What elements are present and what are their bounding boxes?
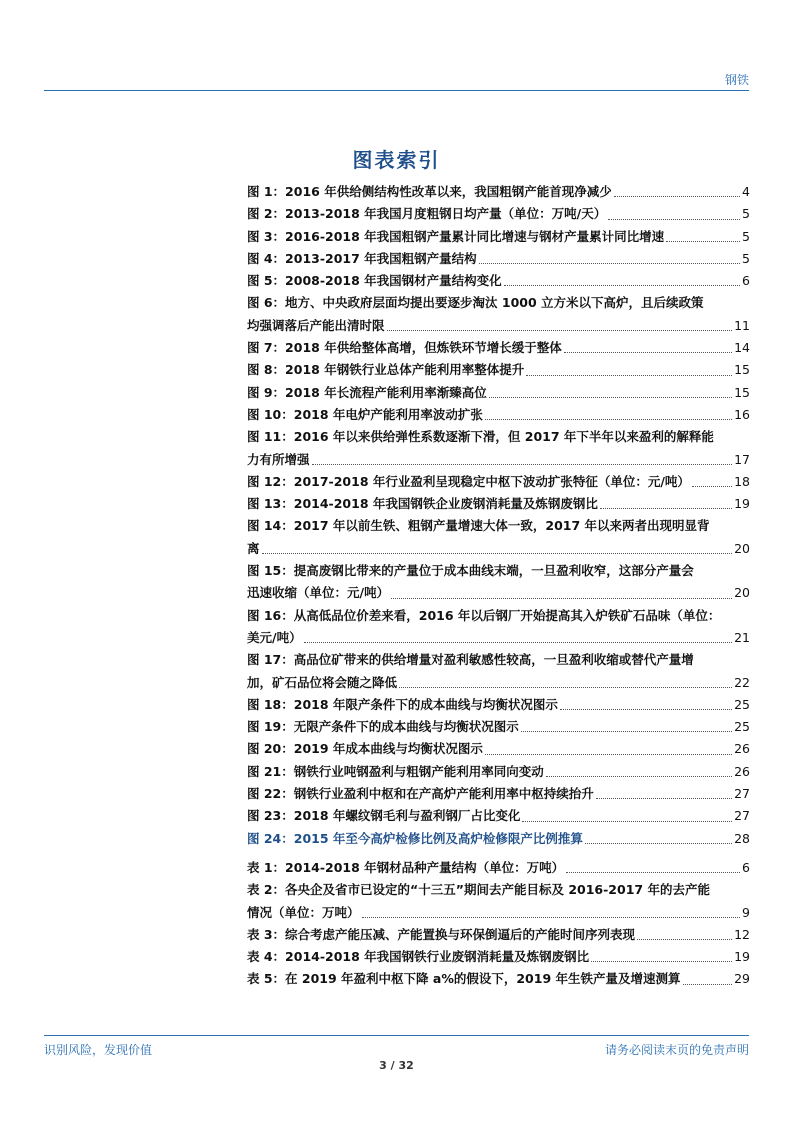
table-index-list (247, 857, 750, 991)
dot-leader (262, 553, 733, 554)
dot-leader (596, 798, 732, 799)
entry-page-number: 19 (734, 496, 750, 512)
entry-page-number: 26 (734, 763, 750, 779)
dot-leader (362, 917, 741, 918)
entry-page-number: 29 (734, 971, 750, 987)
entry-label: 图 20：2019 年成本曲线与均衡状况图示 (247, 741, 483, 757)
entry-page-number: 27 (734, 808, 750, 824)
page-number: 3 / 32 (379, 1059, 414, 1072)
dot-leader (637, 939, 732, 940)
entry-page-number: 5 (742, 206, 750, 222)
index-entry[interactable] (247, 493, 750, 515)
dot-leader (521, 731, 732, 732)
entry-label-line2: 离 (247, 540, 260, 556)
entry-label: 图 13：2014-2018 年我国钢铁企业废钢消耗量及炼钢废钢比 (247, 496, 598, 512)
figure-index-list (247, 181, 750, 850)
footer-disclaimer: 请务必阅读末页的免责声明 (604, 1043, 749, 1057)
entry-label: 图 19：无限产条件下的成本曲线与均衡状况图示 (247, 719, 519, 735)
entry-label: 表 5：在 2019 年盈利中枢下降 a%的假设下，2019 年生铁产量及增速测算 (247, 971, 681, 987)
index-entry[interactable] (247, 805, 750, 827)
dot-leader (546, 776, 732, 777)
entry-page-number: 17 (734, 451, 750, 467)
index-entry[interactable] (247, 382, 750, 404)
dot-leader (692, 486, 732, 487)
entry-label-line1: 图 17：高品位矿带来的供给增量对盈利敏感性较高，一旦盈利收缩或替代产量增 (247, 652, 694, 668)
index-entry[interactable] (247, 226, 750, 248)
entry-label-line2: 加，矿石品位将会随之降低 (247, 674, 398, 690)
entry-page-number: 16 (734, 406, 750, 422)
footer-slogan: 识别风险，发现价值 (44, 1043, 153, 1057)
entry-label: 图 7：2018 年供给整体高增，但炼铁环节增长缓于整体 (247, 340, 562, 356)
index-entry[interactable] (247, 783, 750, 805)
entry-label-line1: 图 6：地方、中央政府层面均提出要逐步淘汰 1000 立方米以下高炉，且后续政策 (247, 295, 704, 311)
index-entry[interactable] (247, 292, 750, 337)
sector-label: 钢铁 (724, 73, 749, 87)
index-entry[interactable] (247, 716, 750, 738)
entry-page-number: 15 (734, 384, 750, 400)
entry-page-number: 5 (742, 228, 750, 244)
entry-page-number: 25 (734, 696, 750, 712)
entry-page-number: 11 (734, 317, 750, 333)
entry-page-number: 6 (742, 860, 750, 875)
entry-label-line2: 均强调落后产能出清时限 (247, 317, 385, 333)
dot-leader (608, 219, 740, 220)
entry-label: 图 18：2018 年限产条件下的成本曲线与均衡状况图示 (247, 696, 558, 712)
entry-label-line2: 情况（单位：万吨） (247, 904, 360, 920)
dot-leader (585, 843, 732, 844)
index-entry[interactable] (247, 404, 750, 426)
index-entry[interactable] (247, 471, 750, 493)
dot-leader (312, 464, 733, 465)
entry-label-line1: 表 2：各央企及省市已设定的“十三五”期间去产能目标及 2016-2017 年的去产能 (247, 882, 710, 898)
dot-leader (600, 508, 732, 509)
index-entry[interactable] (247, 738, 750, 760)
index-entry[interactable] (247, 761, 750, 783)
index-entry[interactable] (247, 946, 750, 968)
index-entry[interactable] (247, 181, 750, 203)
entry-page-number: 9 (742, 904, 750, 920)
entry-label: 表 4：2014-2018 年我国钢铁行业废钢消耗量及炼钢废钢比 (247, 949, 590, 965)
dot-leader (399, 687, 732, 688)
footer-divider (44, 1035, 749, 1036)
dot-leader (614, 196, 740, 197)
entry-page-number: 27 (734, 786, 750, 802)
entry-label: 图 2：2013-2018 年我国月度粗钢日均产量（单位：万吨/天） (247, 206, 607, 222)
dot-leader (526, 375, 732, 376)
dot-leader (391, 598, 732, 599)
dot-leader (479, 263, 740, 264)
dot-leader (666, 241, 740, 242)
entry-page-number: 20 (734, 585, 750, 601)
dot-leader (522, 821, 732, 822)
entry-page-number: 26 (734, 741, 750, 757)
entry-page-number: 5 (742, 250, 750, 266)
index-entry[interactable] (247, 515, 750, 560)
dot-leader (485, 754, 732, 755)
entry-label: 图 5：2008-2018 年我国钢材产量结构变化 (247, 273, 502, 289)
index-entry[interactable] (247, 649, 750, 694)
page-title: 图表索引 (352, 148, 441, 172)
dot-leader (564, 352, 732, 353)
index-entry[interactable] (247, 857, 750, 879)
entry-page-number: 25 (734, 719, 750, 735)
entry-label: 图 24：2015 年至今高炉检修比例及高炉检修限产比例推算 (247, 830, 583, 846)
entry-page-number: 15 (734, 362, 750, 378)
dot-leader (683, 984, 733, 985)
index-entry[interactable] (247, 270, 750, 292)
entry-page-number: 20 (734, 540, 750, 556)
entry-label: 图 3：2016-2018 年我国粗钢产量累计同比增速与钢材产量累计同比增速 (247, 228, 665, 244)
index-entry[interactable] (247, 879, 750, 924)
entry-page-number: 12 (734, 926, 750, 942)
entry-label: 图 8：2018 年钢铁行业总体产能利用率整体提升 (247, 362, 525, 378)
entry-label: 表 3：综合考虑产能压减、产能置换与环保倒逼后的产能时间序列表现 (247, 926, 636, 942)
entry-label: 图 12：2017-2018 年行业盈利呈现稳定中枢下波动扩张特征（单位：元/吨） (247, 473, 690, 489)
entry-label: 图 9：2018 年长流程产能利用率渐臻高位 (247, 384, 487, 400)
entry-page-number: 28 (734, 830, 750, 846)
dot-leader (566, 872, 740, 873)
index-entry[interactable] (247, 426, 750, 471)
dot-leader (387, 330, 733, 331)
entry-label-line1: 图 11：2016 年以来供给弹性系数逐渐下滑，但 2017 年下半年以来盈利的解释能 (247, 429, 714, 445)
entry-label: 表 1：2014-2018 年钢材品种产量结构（单位：万吨） (247, 860, 565, 875)
index-entry[interactable] (247, 828, 750, 850)
entry-page-number: 4 (742, 184, 750, 199)
index-entry[interactable] (247, 248, 750, 270)
entry-label-line1: 图 16：从高低品位价差来看，2016 年以后钢厂开始提高其入炉铁矿石品味（单位： (247, 607, 721, 623)
header-divider (44, 90, 749, 91)
index-entry[interactable] (247, 605, 750, 650)
entry-label: 图 23：2018 年螺纹钢毛利与盈利钢厂占比变化 (247, 808, 521, 824)
index-entry[interactable] (247, 560, 750, 605)
entry-label: 图 4：2013-2017 年我国粗钢产量结构 (247, 250, 477, 266)
index-entry[interactable] (247, 694, 750, 716)
index-entry[interactable] (247, 337, 750, 359)
entry-label: 图 10：2018 年电炉产能利用率波动扩张 (247, 406, 483, 422)
index-entry[interactable] (247, 203, 750, 225)
index-entry[interactable] (247, 924, 750, 946)
entry-label: 图 21：钢铁行业吨钢盈利与粗钢产能利用率同向变动 (247, 763, 544, 779)
entry-label-line2: 迅速收缩（单位：元/吨） (247, 585, 390, 601)
entry-page-number: 21 (734, 629, 750, 645)
dot-leader (504, 285, 740, 286)
dot-leader (485, 419, 732, 420)
entry-page-number: 6 (742, 273, 750, 289)
entry-label: 图 1：2016 年供给侧结构性改革以来，我国粗钢产能首现净减少 (247, 184, 612, 199)
entry-label-line2: 美元/吨） (247, 629, 302, 645)
entry-page-number: 14 (734, 340, 750, 356)
entry-page-number: 19 (734, 949, 750, 965)
entry-label-line1: 图 14：2017 年以前生铁、粗钢产量增速大体一致，2017 年以来两者出现明显背 (247, 518, 710, 534)
dot-leader (591, 961, 732, 962)
entry-page-number: 18 (734, 473, 750, 489)
dot-leader (560, 709, 732, 710)
entry-page-number: 22 (734, 674, 750, 690)
entry-label-line2: 力有所增强 (247, 451, 310, 467)
index-entry[interactable] (247, 968, 750, 990)
dot-leader (304, 642, 733, 643)
entry-label: 图 22：钢铁行业盈利中枢和在产高炉产能利用率中枢持续抬升 (247, 786, 594, 802)
index-entry[interactable] (247, 359, 750, 381)
entry-label-line1: 图 15：提高废钢比带来的产量位于成本曲线末端，一旦盈利收窄，这部分产量会 (247, 563, 694, 579)
dot-leader (489, 397, 732, 398)
